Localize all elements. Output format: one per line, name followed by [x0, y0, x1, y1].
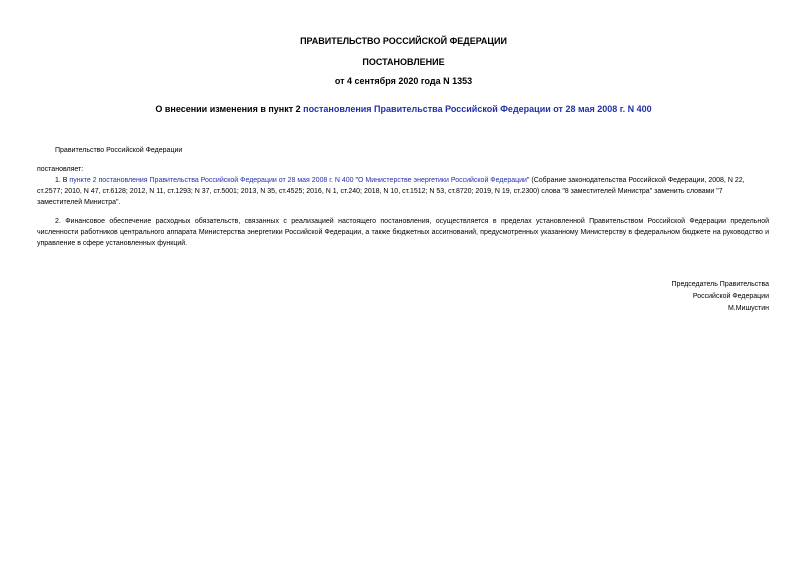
p1-mid: " [353, 177, 359, 184]
signature-line-1: Председатель Правительства [671, 281, 769, 288]
p1-rest: " (Собрание законодательства Российской Федерации, 2008, N 22, ст.2577; 2010, N 47, ст.6128; 2012, N 11, ст.1293; N 37, ст.5001; 2013, N 35, ст.4525; 2016, N 1, ст.240; 2018, N 10, ст.1512; N 53, ст.8720; 2019, N 19, ст.2300) слова "8 заместителей Министра" заменить словами "7 заместителей Министра". [37, 177, 745, 206]
signature-line-2: Российской Федерации [692, 293, 769, 300]
p1-link-decree[interactable]: пункте 2 постановления Правительства Российской Федерации от 28 мая 2008 г. N 400 [69, 177, 354, 184]
paragraph-1 [37, 164, 769, 208]
decrees-text: постановляет: [37, 166, 84, 173]
title-prefix: О внесении изменения в пункт 2 [155, 104, 304, 114]
title-link[interactable]: постановления Правительства Российской Федерации от 28 мая 2008 г. N 400 [303, 104, 652, 114]
paragraph-2: 2. Финансовое обеспечение расходных обязательств, связанных с реализацией настоящего постановления, осуществляется в пределах установленной Правительством Российской Федерации предельной численности работников центрального аппарата Министерства энергетики Российской Федерации, а также бюджетных ассигнований, предусмотренных указанному Министерству в федеральном бюджете на руководство и управление в сфере установленных функций. [37, 218, 769, 247]
doc-type-heading: ПОСТАНОВЛЕНИЕ [362, 57, 445, 67]
document-title [0, 104, 807, 114]
government-heading: ПРАВИТЕЛЬСТВО РОССИЙСКОЙ ФЕДЕРАЦИИ [300, 36, 507, 46]
signature-name: М.Мишустин [727, 305, 769, 312]
signature-block [672, 279, 769, 315]
issuer-text: Правительство Российской Федерации [55, 147, 183, 154]
p1-link-ministry[interactable]: О Министерстве энергетики Российской Федерации [358, 177, 527, 184]
p1-prefix: 1. В [55, 177, 70, 184]
paragraph-1-body [37, 175, 769, 208]
date-number-heading: от 4 сентября 2020 года N 1353 [334, 76, 473, 86]
